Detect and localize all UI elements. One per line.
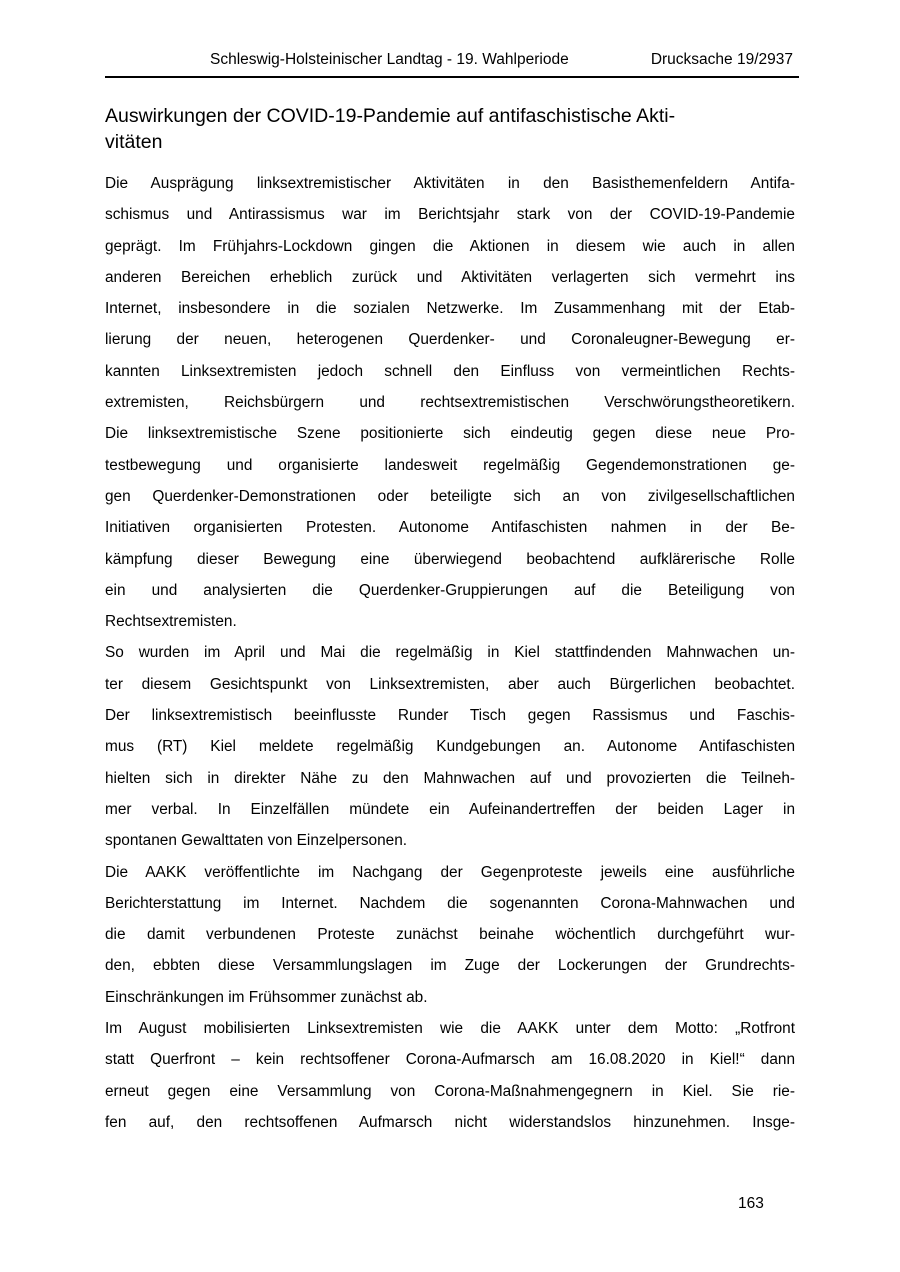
header-right-text: Drucksache 19/2937 [650, 51, 793, 68]
paragraph [105, 857, 795, 1013]
body-line: schismus und Antirassismus war im Berichtsjahr stark von der COVID-19-Pandemie [105, 206, 795, 224]
paragraph [105, 637, 795, 856]
body-line: anderen Bereichen erheblich zurück und Aktivitäten verlagerten sich vermehrt ins [105, 268, 795, 286]
body-line: geprägt. Im Frühjahrs-Lockdown gingen die Aktionen in diesem wie auch in allen [105, 237, 795, 255]
header-left-text: Schleswig-Holsteinischer Landtag - 19. Wahlperiode [210, 51, 569, 68]
body-line: spontanen Gewalttaten von Einzelpersonen. [105, 832, 408, 850]
body-line: So wurden im April und Mai die regelmäßig in Kiel stattfindenden Mahnwachen un- [105, 644, 795, 662]
body-line: erneut gegen eine Versammlung von Corona-Maßnahmengegnern in Kiel. Sie rie- [105, 1082, 795, 1100]
body-line: Internet, insbesondere in die sozialen Netzwerke. Im Zusammenhang mit der Etab- [105, 300, 795, 318]
body-line: Die AAKK veröffentlichte im Nachgang der Gegenproteste jeweils eine ausführliche [105, 863, 795, 881]
body-line: extremisten, Reichsbürgern und rechtsextremistischen Verschwörungstheoretikern. [105, 394, 795, 412]
body-line: den, ebbten diese Versammlungslagen im Zuge der Lockerungen der Grundrechts- [105, 957, 795, 975]
page-number: 163 [738, 1195, 764, 1212]
body-line: ein und analysierten die Querdenker-Gruppierungen auf die Beteiligung von [105, 581, 795, 599]
body-line: Der linksextremistisch beeinflusste Runder Tisch gegen Rassismus und Faschis- [105, 707, 795, 725]
body-line: Die Ausprägung linksextremistischer Aktivitäten in den Basisthemenfeldern Antifa- [105, 175, 795, 192]
body-line: kannten Linksextremisten jedoch schnell den Einfluss von vermeintlichen Rechts- [105, 362, 795, 380]
body-line: gen Querdenker-Demonstrationen oder beteiligte sich an von zivilgesellschaftlichen [105, 487, 795, 505]
body-line: Einschränkungen im Frühsommer zunächst ab. [105, 988, 428, 1006]
body-line: Berichterstattung im Internet. Nachdem die sogenannten Corona-Mahnwachen und [105, 894, 795, 912]
body-line: ter diesem Gesichtspunkt von Linksextremisten, aber auch Bürgerlichen beobachtet. [105, 675, 795, 693]
header-rule [105, 76, 799, 78]
paragraph [105, 1013, 795, 1138]
body-line: die damit verbundenen Proteste zunächst beinahe wöchentlich durchgeführt wur- [105, 926, 795, 944]
body-line: testbewegung und organisierte landesweit regelmäßig Gegendemonstrationen ge- [105, 456, 795, 474]
title-line: vitäten [105, 131, 163, 153]
body-line: mus (RT) Kiel meldete regelmäßig Kundgebungen an. Autonome Antifaschisten [105, 738, 795, 756]
body-text [105, 168, 795, 1138]
body-line: mer verbal. In Einzelfällen mündete ein Aufeinandertreffen der beiden Lager in [105, 800, 795, 818]
body-line: Initiativen organisierten Protesten. Autonome Antifaschisten nahmen in der Be- [105, 519, 795, 537]
document-title [105, 103, 799, 155]
body-line: hielten sich in direkter Nähe zu den Mahnwachen auf und provozierten die Teilneh- [105, 769, 795, 787]
body-line: statt Querfront – kein rechtsoffener Corona-Aufmarsch am 16.08.2020 in Kiel!“ dann [105, 1051, 795, 1069]
body-line: Die linksextremistische Szene positionierte sich eindeutig gegen diese neue Pro- [105, 425, 795, 443]
body-line: kämpfung dieser Bewegung eine überwiegend beobachtend aufklärerische Rolle [105, 550, 795, 568]
paragraph [105, 168, 795, 637]
body-line: Im August mobilisierten Linksextremisten wie die AAKK unter dem Motto: „Rotfront [105, 1020, 795, 1038]
body-line: lierung der neuen, heterogenen Querdenker- und Coronaleugner-Bewegung er- [105, 331, 795, 349]
body-line: fen auf, den rechtsoffenen Aufmarsch nicht widerstandslos hinzunehmen. Insge- [105, 1113, 795, 1131]
body-line: Rechtsextremisten. [105, 613, 237, 631]
title-line: Auswirkungen der COVID-19-Pandemie auf antifaschistische Akti- [105, 105, 676, 127]
